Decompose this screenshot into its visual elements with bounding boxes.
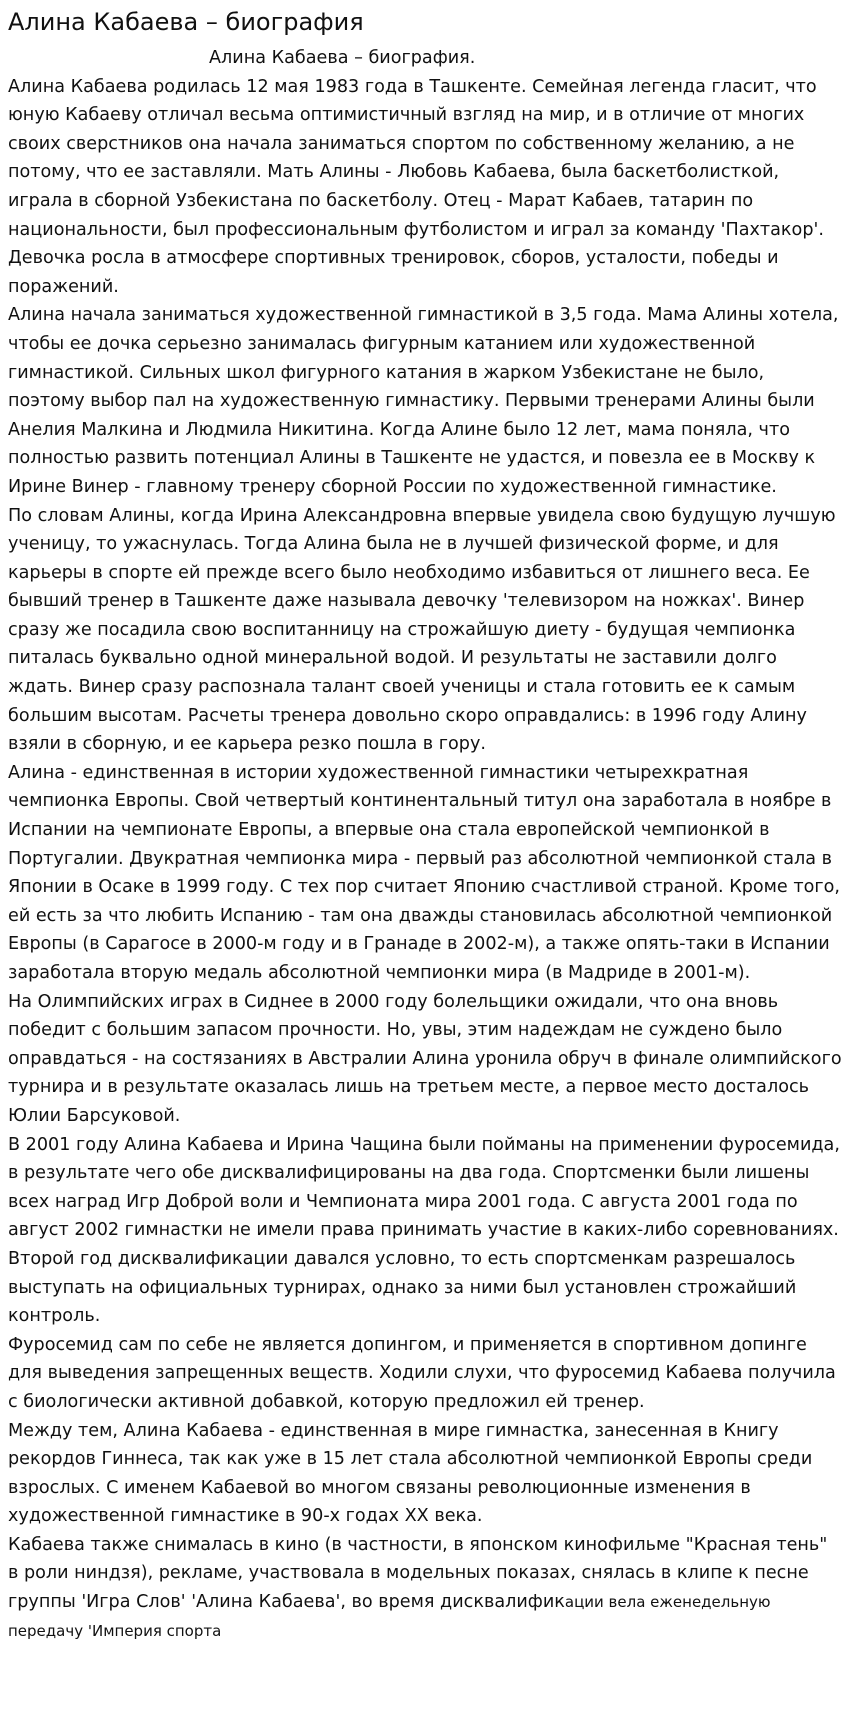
paragraph-disqualification: В 2001 году Алина Кабаева и Ирина Чащина были пойманы на применении фуросемида, в результате чего обе дисквалифицированы на два года. Спортсменки были лишены всех наград Игр Доброй воли и Чемпионата мира 2001 года. С августа 2001 года по август 2002 гимнастки не имели права принимать участие в каких-либо соревнованиях. Второй год дисквалификации давался условно, то есть спортсменкам разрешалось выступать на официальных турнирах, однако за ними был установлен строжайший контроль. [8,1134,840,1327]
paragraph-birth: Алина Кабаева родилась 12 мая 1983 года в Ташкенте. Семейная легенда гласит, что юную Кабаеву отличал весьма оптимистичный взгляд на мир, и в отличие от многих своих сверстников она начала заниматься спортом по собственному желанию, а не потому, что ее заставляли. Мать Алины - Любовь Кабаева, была баскетболисткой, играла в сборной Узбекистана по баскетболу. Отец - Марат Кабаев, татарин по национальности, был профессиональным футболистом и играл за команду 'Пахтакор'. Девочка росла в атмосфере спортивных тренировок, сборов, усталости, победы и поражений. [8,76,824,297]
paragraph-olympics: На Олимпийских играх в Сиднее в 2000 году болельщики ожидали, что она вновь победит с большим запасом прочности. Но, увы, этим надеждам не суждено было оправдаться - на состязаниях в Австралии Алина уронила обруч в финале олимпийского турнира и в результате оказалась лишь на третьем месте, а первое место досталось Юлии Барсуковой. [8,991,842,1126]
article-subtitle: Алина Кабаева – биография. [209,48,476,68]
paragraph-career-media-tail: ации вела еженедельную передачу 'Империя спорта [8,1593,771,1640]
paragraph-career-media [8,1531,842,1645]
paragraph-guinness: Между тем, Алина Кабаева - единственная в мире гимнастка, занесенная в Книгу рекордов Гиннеса, так как уже в 15 лет стала абсолютной чемпионкой Европы среди взрослых. С именем Кабаевой во многом связаны революционные изменения в художественной гимнастике в 90-х годах XX века. [8,1420,813,1527]
paragraph-titles: Алина - единственная в истории художественной гимнастики четырехкратная чемпионка Европы. Свой четвертый континентальный титул она заработала в ноябре в Испании на чемпионате Европы, а впервые она стала европейской чемпионкой в Португалии. Двукратная чемпионка мира - первый раз абсолютной чемпионкой стала в Японии в Осаке в 1999 году. С тех пор считает Японию счастливой страной. Кроме того, ей есть за что любить Испанию - там она дважды становилась абсолютной чемпионкой Европы (в Сарагосе в 2000-м году и в Гранаде в 2002-м), а также опять-таки в Испании заработала вторую медаль абсолютной чемпионки мира (в Мадриде в 2001-м). [8,762,840,983]
paragraph-winer: По словам Алины, когда Ирина Александровна впервые увидела свою будущую лучшую ученицу, то ужаснулась. Тогда Алина была не в лучшей физической форме, и для карьеры в спорте ей прежде всего было необходимо избавиться от лишнего веса. Ее бывший тренер в Ташкенте даже называла девочку 'телевизором на ножках'. Винер сразу же посадила свою воспитанницу на строжайшую диету - будущая чемпионка питалась буквально одной минеральной водой. И результаты не заставили долго ждать. Винер сразу распознала талант своей ученицы и стала готовить ее к самым большим высотам. Расчеты тренера довольно скоро оправдались: в 1996 году Алину взяли в сборную, и ее карьера резко пошла в гору. [8,505,836,755]
article [8,6,842,1645]
page-title: Алина Кабаева – биография [8,8,364,36]
paragraph-furosemide: Фуросемид сам по себе не является допингом, и применяется в спортивном допинге для выведения запрещенных веществ. Ходили слухи, что фуросемид Кабаева получила с биологически активной добавкой, которую предложил ей тренер. [8,1334,836,1412]
paragraph-career-media-main: Кабаева также снималась в кино (в частности, в японском кинофильме "Красная тень" в роли ниндзя), рекламе, участвовала в модельных показах, снялась в клипе к песне группы 'Игра Слов' 'Алина Кабаева', во время дисквалифик [8,1534,828,1613]
paragraph-start: Алина начала заниматься художественной гимнастикой в 3,5 года. Мама Алины хотела, чтобы ее дочка серьезно занималась фигурным катанием или художественной гимнастикой. Сильных школ фигурного катания в жарком Узбекистане не было, поэтому выбор пал на художественную гимнастику. Первыми тренерами Алины были Анелия Малкина и Людмила Никитина. Когда Алине было 12 лет, мама поняла, что полностью развить потенциал Алины в Ташкенте не удастся, и повезла ее в Москву к Ирине Винер - главному тренеру сборной России по художественной гимнастике. [8,305,839,497]
